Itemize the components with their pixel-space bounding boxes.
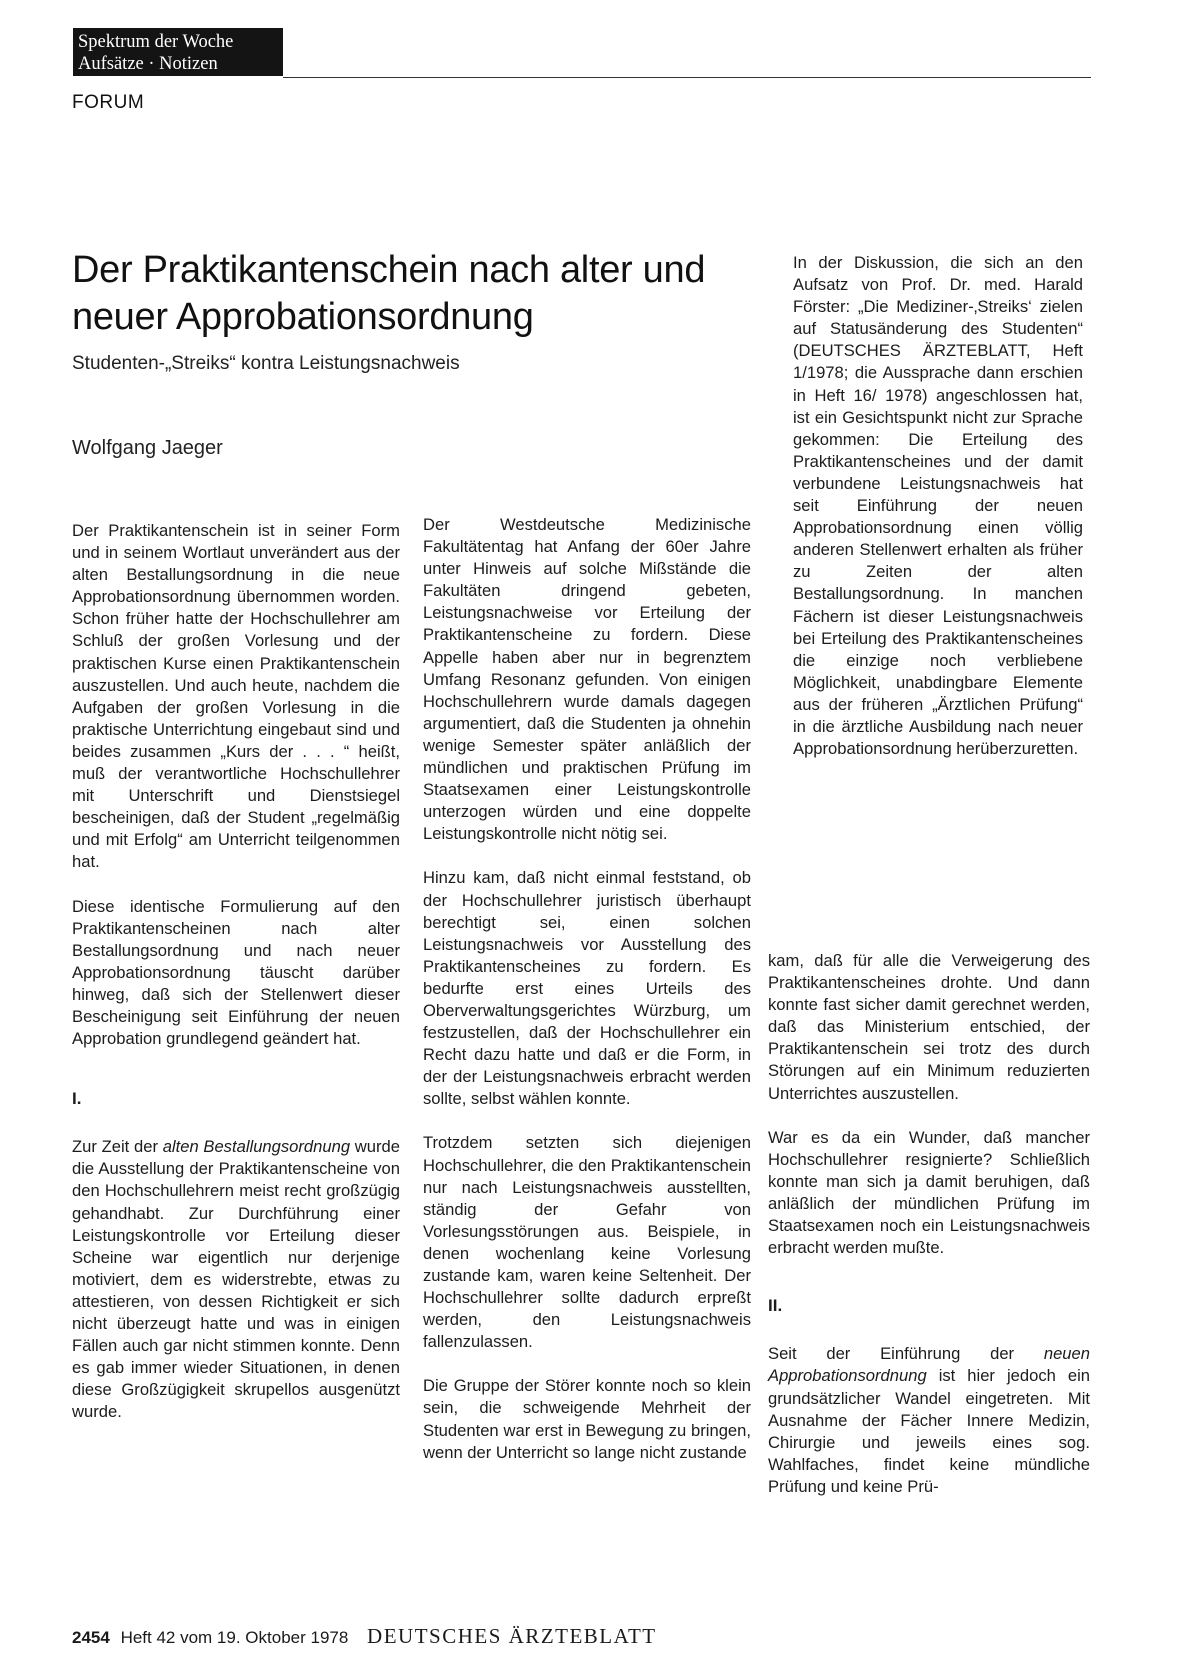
journal-name: DEUTSCHES ÄRZTEBLATT: [367, 1624, 657, 1648]
article-title: Der Praktikantenschein nach alter und neuer Approbationsordnung: [72, 249, 706, 339]
column-2: [423, 514, 751, 1464]
paragraph: In der Diskussion, die sich an den Aufsatz von Prof. Dr. med. Harald Förster: „Die Mediziner-‚Streiks‘ zielen auf Statusänderung des Studenten“ (DEUTSCHES ÄRZTEBLATT, Heft 1/1978; die Aussprache dann erschien in Heft 16/ 1978) angeschlossen hat, ist ein Gesichtspunkt nicht zur Sprache gekommen: Die Erteilung des Praktikantenscheines und der damit verbundene Leistungsnachweis hat seit Einführung der neuen Approbationsordnung einen völlig anderen Stellenwert erhalten als früher zu Zeiten der alten Bestallungsordnung. In manchen Fächern ist dieser Leistungsnachweis bei Erteilung des Praktikantenscheines die einzige noch verbliebene Möglichkeit, unabdingbare Elemente aus der früheren „Ärztlichen Prüfung“ in die ärztliche Ausbildung nach neuer Approbationsordnung herüberzuretten.: [793, 253, 1083, 759]
badge-line-1: Spektrum der Woche: [78, 32, 234, 52]
header-rule: [283, 77, 1091, 78]
section-badge: [73, 28, 283, 76]
paragraph: Zur Zeit der alten Bestallungsordnung wurde die Ausstellung der Praktikantenscheine von den Hochschullehrern meist recht großzügig gehandhabt. Zur Durchführung einer Leistungskontrolle vor Erteilung dieser Scheine war eigentlich nur derjenige motiviert, dem es widerstrebte, etwas zu attestieren, von dessen Richtigkeit er sich nicht überzeugt hatte und was in einigen Fällen auch gar nicht stimmen konnte. Denn es gab immer wieder Situationen, in denen diese Großzügigkeit skrupellos ausgenützt wurde.: [72, 1137, 400, 1422]
paragraph: Der Praktikantenschein ist in seiner Form und in seinem Wortlaut unverändert aus der alten Bestallungsordnung in die neue Approbationsordnung übernommen worden. Schon früher hatte der Hochschullehrer am Schluß der großen Vorlesung und der praktischen Kurse einen Praktikantenschein auszustellen. Und auch heute, nachdem die Aufgaben der großen Vorlesung in die praktische Unterrichtung eingebaut sind und beides zusammen „Kurs der . . . “ heißt, muß der verantwortliche Hochschullehrer mit Unterschrift und Dienstsiegel bescheinigen, daß der Student „regelmäßig und mit Erfolg“ am Unterricht teilgenommen hat.: [72, 521, 400, 872]
paragraph: kam, daß für alle die Verweigerung des Praktikantenscheines drohte. Und dann konnte fast sicher damit gerechnet werden, daß das Ministerium entschied, der Praktikantenschein sei trotz des durch Störungen auf ein Minimum reduzierten Unterrichtes auszustellen.: [768, 951, 1090, 1103]
column-1: [72, 520, 400, 1423]
page-number: 2454: [72, 1628, 110, 1647]
page-footer: [72, 1624, 657, 1649]
column-3-intro: [793, 252, 1083, 760]
emphasis: neuen Approbationsordnung: [768, 1344, 1090, 1386]
section-heading-1: I.: [72, 1089, 82, 1109]
paragraph: Diese identische Formulierung auf den Praktikantenscheinen nach alter Bestallungsordnung und nach neuer Approbationsordnung täuscht darüber hinweg, daß sich der Stellenwert dieser Bescheinigung seit Einführung der neuen Approbation grundlegend geändert hat.: [72, 896, 400, 1049]
badge-line-2: Aufsätze · Notizen: [78, 54, 218, 74]
section-heading-2: II.: [768, 1296, 783, 1316]
article-author: Wolfgang Jaeger: [72, 437, 223, 459]
paragraph: Der Westdeutsche Medizinische Fakultätentag hat Anfang der 60er Jahre unter Hinweis auf solche Mißstände die Fakultäten dringend gebeten, Leistungsnachweise vor Erteilung der Praktikantenscheine zu fordern. Diese Appelle haben aber nur in begrenztem Umfang Resonanz gefunden. Von einigen Hochschullehrern wurde damals dagegen argumentiert, daß die Studenten ja ohnehin wenige Semester später anläßlich der mündlichen und praktischen Prüfung im Staatsexamen einer Leistungskontrolle unterzogen würden und eine doppelte Leistungskontrolle nicht nötig sei.: [423, 515, 751, 844]
paragraph: Die Gruppe der Störer konnte noch so klein sein, die schweigende Mehrheit der Studenten war erst in Bewegung zu bringen, wenn der Unterricht so lange nicht zustande: [423, 1376, 751, 1462]
paragraph: Seit der Einführung der neuen Approbationsordnung ist hier jedoch ein grundsätzlicher Wandel eingetreten. Mit Ausnahme der Fächer Innere Medizin, Chirurgie und jeweils eines sog. Wahlfaches, findet keine mündliche Prüfung und keine Prü-: [768, 1344, 1090, 1496]
paragraph: War es da ein Wunder, daß mancher Hochschullehrer resignierte? Schließlich konnte man sich ja damit beruhigen, daß anläßlich der mündlichen Prüfung im Staatsexamen noch ein Leistungsnachweis erbracht werden mußte.: [768, 1127, 1090, 1258]
emphasis: alten Bestallungsordnung: [162, 1137, 351, 1157]
paragraph: Hinzu kam, daß nicht einmal feststand, ob der Hochschullehrer juristisch überhaupt berechtigt sei, einen solchen Leistungsnachweis vor Ausstellung des Praktikantenscheines zu fordern. Es bedurfte erst eines Urteils des Oberverwaltungsgerichtes Würzburg, um festzustellen, daß der Hochschullehrer ein Recht dazu hatte und daß er die Form, in der der Leistungsnachweis erbracht werden sollte, selbst wählen konnte.: [423, 868, 751, 1109]
column-3: [768, 950, 1090, 1498]
section-label: FORUM: [72, 92, 145, 113]
paragraph: Trotzdem setzten sich diejenigen Hochschullehrer, die den Praktikantenschein nur nach Leistungsnachweis ausstellten, ständig der Gefahr von Vorlesungsstörungen aus. Beispiele, in denen wochenlang keine Vorlesung zustande kam, waren keine Seltenheit. Der Hochschullehrer sollte dadurch erpreßt werden, den Leistungsnachweis fallenzulassen.: [423, 1133, 751, 1352]
article-subtitle: Studenten-„Streiks“ kontra Leistungsnachweis: [72, 353, 460, 374]
issue-info: Heft 42 vom 19. Oktober 1978: [120, 1628, 349, 1647]
